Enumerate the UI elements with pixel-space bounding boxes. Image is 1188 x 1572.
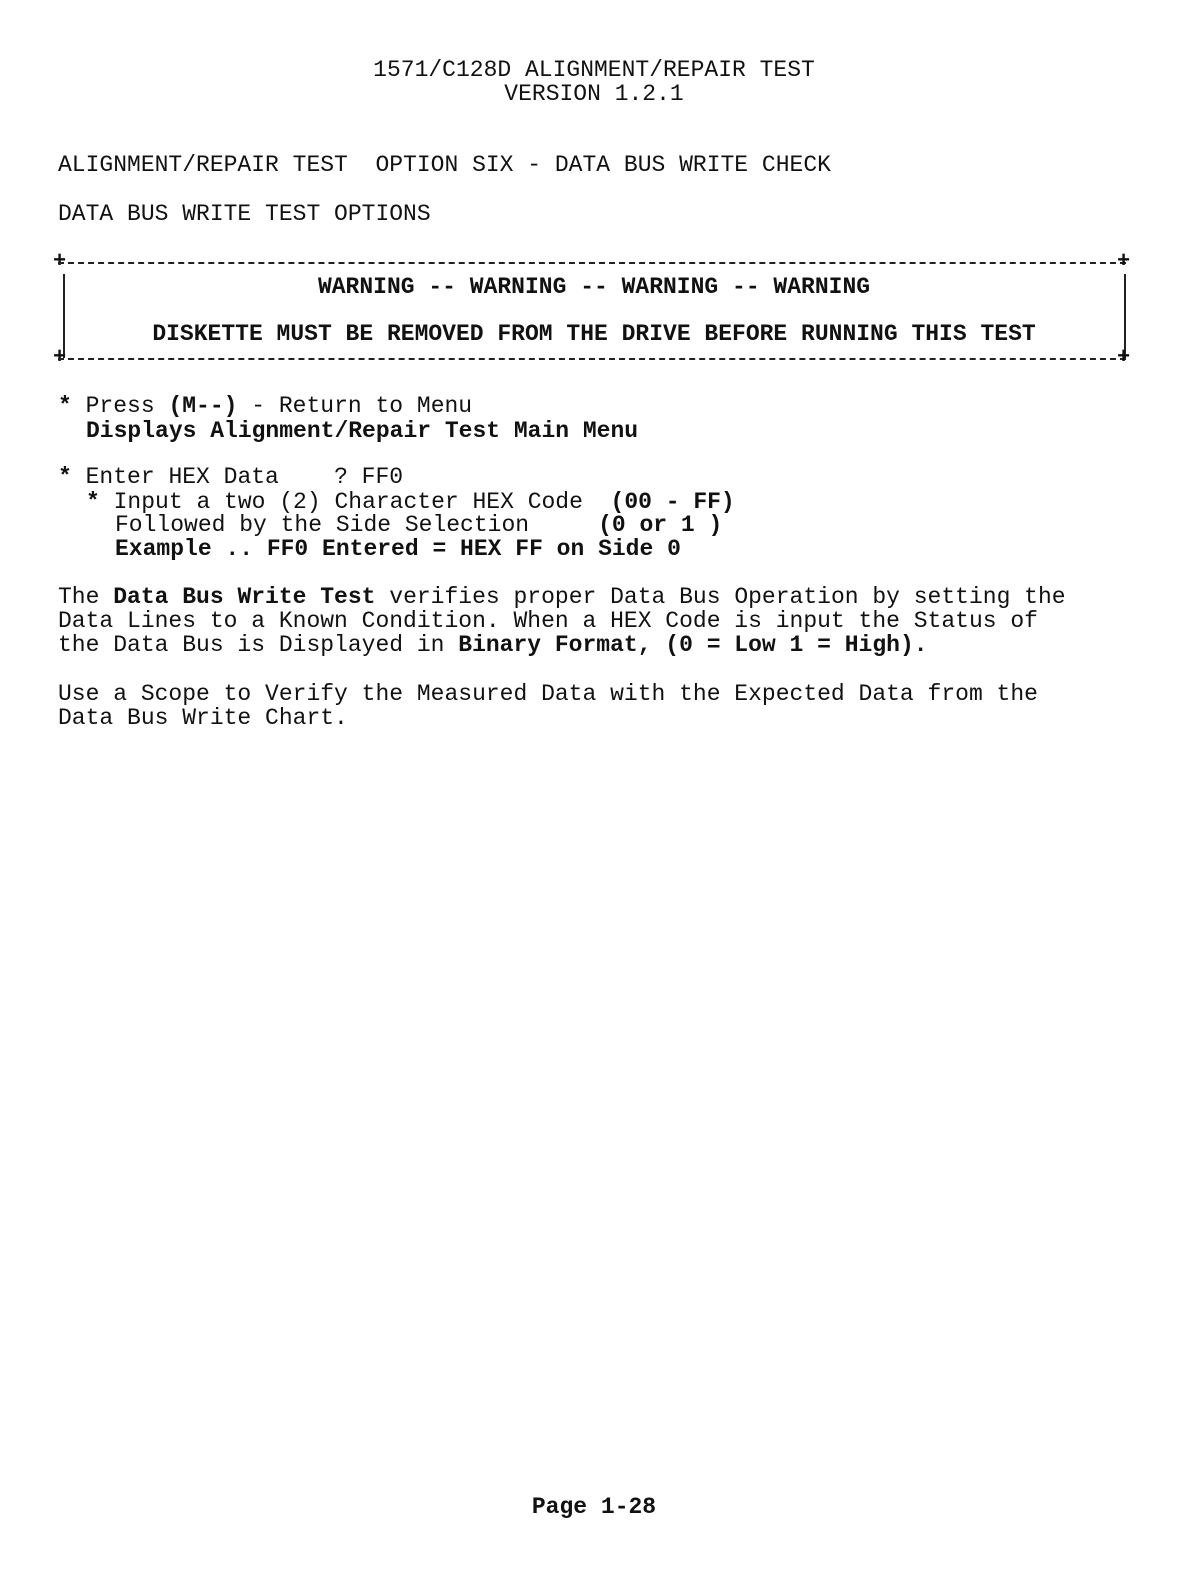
menu-key: (M--): [168, 393, 238, 419]
hex-option: [58, 465, 403, 489]
bullet: *: [86, 489, 100, 515]
test-name: Data Bus Write Test: [113, 584, 376, 610]
menu-description: Displays Alignment/Repair Test Main Menu: [86, 418, 639, 444]
box-top-border: [58, 262, 1126, 264]
side-selection-text: Followed by the Side Selection: [115, 512, 599, 538]
scope-line-1: Use a Scope to Verify the Measured Data with the Expected Data from the: [58, 681, 1038, 707]
hex-input-text: Input a two (2) Character HEX Code: [113, 489, 611, 515]
hex-range: (00 - FF): [610, 489, 735, 515]
text-run: The: [58, 584, 114, 610]
text-run: verifies proper Data Bus Operation by setting the: [375, 584, 1066, 610]
description-line-3: [58, 633, 928, 657]
document-title: 1571/C128D ALIGNMENT/REPAIR TEST: [373, 57, 815, 83]
menu-option: [58, 394, 472, 418]
hex-example: Example .. FF0 Entered = HEX FF on Side 0: [115, 536, 681, 562]
bullet: *: [58, 464, 72, 490]
page-number: Page 1-28: [531, 1494, 657, 1520]
description-line-1: [58, 585, 1066, 609]
description-line-2: Data Lines to a Known Condition. When a HEX Code is input the Status of: [58, 608, 1038, 634]
box-corner-top-right: +: [1117, 249, 1131, 274]
press-label: Press: [85, 393, 155, 419]
hex-label: Enter HEX Data ? FF0: [85, 464, 404, 490]
menu-action: - Return to Menu: [237, 393, 473, 419]
version-label: VERSION 1.2.1: [504, 81, 684, 107]
scope-line-2: Data Bus Write Chart.: [58, 705, 348, 731]
warning-text: WARNING -- WARNING -- WARNING -- WARNING: [317, 274, 871, 300]
text-run: the Data Bus is Displayed in: [58, 632, 459, 658]
section-title: ALIGNMENT/REPAIR TEST OPTION SIX - DATA BUS WRITE CHECK: [58, 152, 831, 178]
side-range: (0 or 1 ): [598, 512, 723, 538]
section-subtitle: DATA BUS WRITE TEST OPTIONS: [58, 201, 431, 227]
box-corner-bottom-right: +: [1117, 345, 1131, 370]
box-corner-top-left: +: [53, 249, 67, 274]
box-corner-bottom-left: +: [53, 345, 67, 370]
bullet: *: [58, 393, 72, 419]
warning-message: DISKETTE MUST BE REMOVED FROM THE DRIVE BEFORE RUNNING THIS TEST: [152, 321, 1036, 347]
hex-input-line: [86, 490, 735, 514]
box-bottom-border: [58, 358, 1126, 360]
binary-format: Binary Format, (0 = Low 1 = High).: [458, 632, 928, 658]
side-selection-line: [115, 513, 722, 537]
